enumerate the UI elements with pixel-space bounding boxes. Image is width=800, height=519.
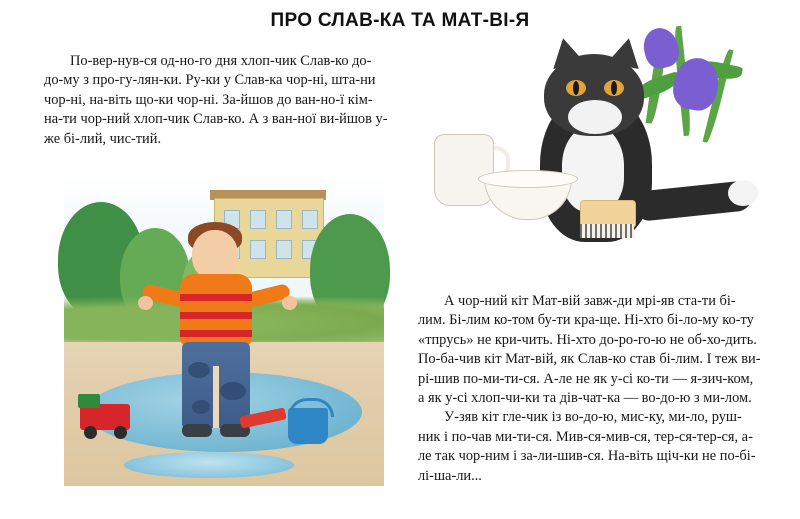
building-window (276, 210, 292, 229)
cat-tail-tip (728, 180, 758, 206)
boy-head (192, 230, 238, 280)
cat-eye (604, 80, 624, 96)
paragraph-text: По-вер-нув-ся од-но-го дня хлоп-чик Слав-ко до-до-му з про-гу-лян-ки. Ру-ки у Слав-ка чор-ні, шта-ни чор-ні, на-віть що-ки чор-ні. За-йшов до ван-но-ї кім-на-ти чор-ний хлоп-чик Слав-ко. А з ван-ної ви-йшов у-же бі-лий, чис-тий. (44, 53, 388, 147)
puddle-reflection (124, 452, 294, 478)
building-window (250, 240, 266, 259)
paragraph (44, 52, 389, 149)
paragraph (418, 292, 763, 408)
boy-right-hand (282, 296, 297, 310)
toy-bucket (288, 408, 328, 444)
sweater-stripe (180, 312, 252, 319)
water-jug (434, 134, 494, 206)
boy-left-shoe (182, 424, 212, 437)
building-window (302, 210, 318, 229)
black-cat-washing-illustration (428, 22, 768, 272)
left-text-column (44, 52, 389, 149)
boy-left-hand (138, 296, 153, 310)
building-window (276, 240, 292, 259)
truck-cab (78, 394, 100, 408)
boy-in-puddle-illustration (64, 176, 384, 486)
truck-wheel (114, 426, 127, 439)
right-text-column (418, 292, 763, 486)
bowl-rim (478, 170, 578, 188)
mud-spot (192, 400, 210, 414)
brush-bristles (580, 224, 634, 238)
sweater-stripe (180, 294, 252, 301)
paragraph-text: А чор-ний кіт Мат-вій завж-ди мрі-яв ста-ти бі-лим. Бі-лим ко-том бу-ти кра-ще. Ні-хто бі-ло-му ко-ту «тпрусь» не кри-чить. Ні-хто до-ро-го-ю не об-хо-дить. По-ба-чив кіт Мат-вій, як Слав-ко став бі-лим. І теж ви-рі-шив по-ми-ти-ся. А-ле не як у-сі ко-ти — я-зич-ком, а як у-сі хлоп-чи-ки та дів-чат-ка — во-до-ю з ми-лом. (418, 293, 761, 407)
paragraph (418, 408, 763, 486)
sweater-stripe (180, 330, 252, 337)
cat-eye (566, 80, 586, 96)
cat-muzzle (568, 100, 622, 134)
page-title: ПРО СЛАВ-КА ТА МАТ-ВІ-Я (270, 10, 530, 31)
leg-gap (213, 366, 219, 428)
mud-spot (188, 362, 210, 378)
paragraph-text: У-зяв кіт гле-чик із во-до-ю, мис-ку, ми-ло, руш-ник і по-чав ми-ти-ся. Мив-ся-мив-ся, тер-ся-тер-ся, а-ле так чор-ним і за-ли-шив-ся. На-віть щіч-ки не по-бі-лі-ша-ли... (418, 409, 756, 484)
mud-spot (220, 382, 246, 400)
truck-wheel (84, 426, 97, 439)
building-window (250, 210, 266, 229)
